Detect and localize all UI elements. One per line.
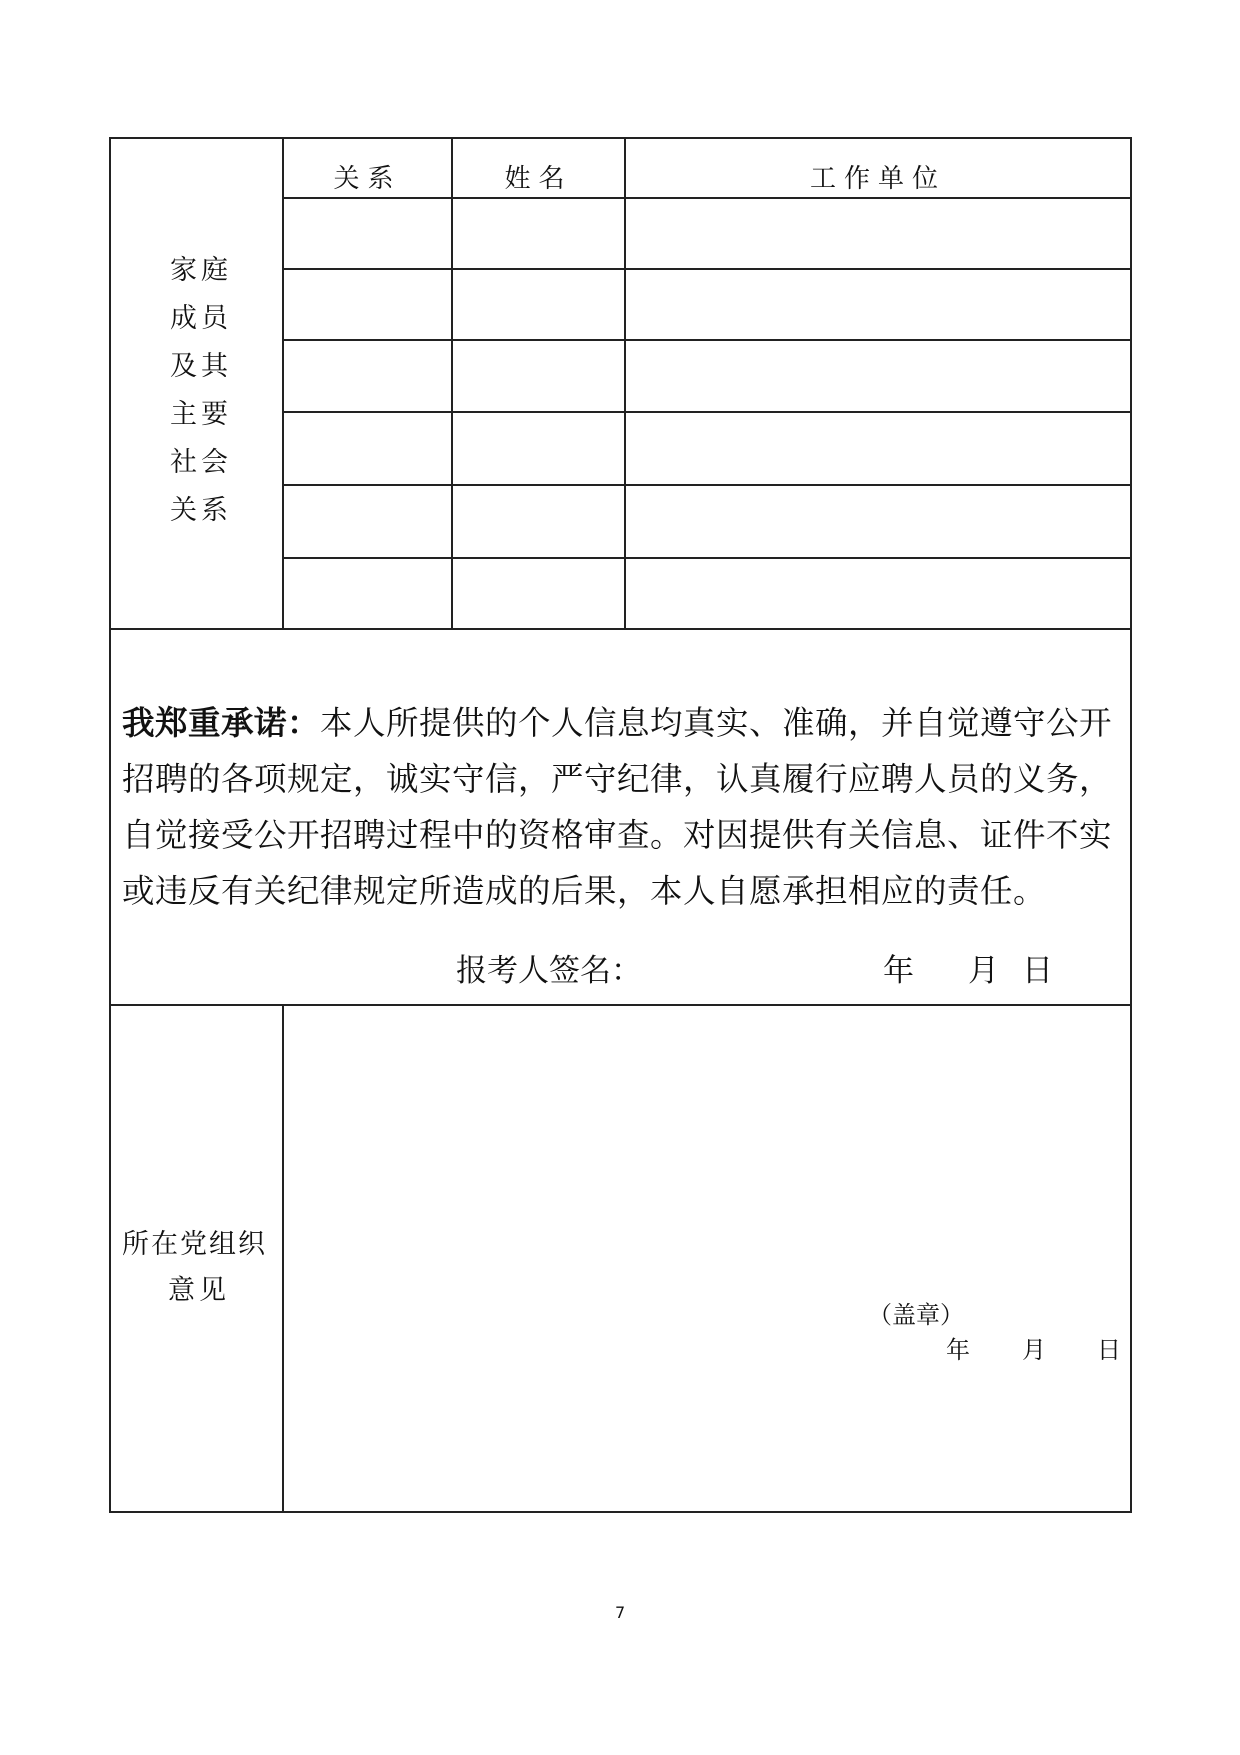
workplace-cell[interactable] (626, 486, 1130, 557)
pledge-line: 自觉接受公开招聘过程中的资格审查。对因提供有关信息、证件不实 (122, 816, 1113, 854)
relation-cell[interactable] (284, 486, 451, 557)
family-label-line: 社会 (170, 447, 232, 478)
table-row (284, 270, 1130, 339)
family-label-line: 家庭 (170, 255, 232, 286)
signature-year: 年 (883, 953, 914, 989)
stamp-year: 年 (946, 1336, 970, 1364)
page-number: 7 (615, 1603, 626, 1622)
name-cell[interactable] (453, 486, 624, 557)
table-left-border (109, 137, 111, 1513)
table-bottom-border (109, 1511, 1132, 1513)
signature-month: 月 (968, 953, 999, 989)
pledge-lead: 我郑重承诺： (122, 703, 321, 742)
workplace-cell[interactable] (626, 413, 1130, 484)
stamp-label: （盖章） (868, 1301, 964, 1329)
workplace-cell[interactable] (626, 559, 1130, 628)
relation-cell[interactable] (284, 199, 451, 268)
family-label-line: 及其 (170, 351, 232, 382)
party-label-line: 意见 (168, 1275, 230, 1306)
name-cell[interactable] (453, 413, 624, 484)
workplace-cell[interactable] (626, 270, 1130, 339)
pledge-line: 招聘的各项规定，诚实守信，严守纪律，认真履行应聘人员的义务， (122, 760, 1113, 798)
signature-day: 日 (1022, 953, 1053, 989)
table-row (284, 199, 1130, 268)
family-label-line: 关系 (170, 495, 232, 526)
relation-cell[interactable] (284, 413, 451, 484)
table-row (284, 486, 1130, 557)
table-top-border (109, 137, 1132, 139)
workplace-cell[interactable] (626, 199, 1130, 268)
family-section-bottom-border (109, 628, 1132, 630)
party-opinion-field[interactable] (284, 1006, 1130, 1511)
name-cell[interactable] (453, 341, 624, 411)
relation-cell[interactable] (284, 559, 451, 628)
signature-field[interactable] (650, 940, 870, 984)
name-cell[interactable] (453, 270, 624, 339)
workplace-cell[interactable] (626, 341, 1130, 411)
table-row (284, 341, 1130, 411)
name-cell[interactable] (453, 559, 624, 628)
pledge-line: 或违反有关纪律规定所造成的后果，本人自愿承担相应的责任。 (122, 872, 1047, 910)
family-label-line: 成员 (170, 303, 232, 334)
header-workplace: 工作单位 (809, 164, 946, 194)
header-name: 姓名 (504, 164, 573, 194)
signature-label: 报考人签名： (456, 953, 642, 989)
family-label-line: 主要 (170, 399, 232, 430)
table-row (284, 559, 1130, 628)
name-cell[interactable] (453, 199, 624, 268)
table-row (284, 413, 1130, 484)
relation-cell[interactable] (284, 270, 451, 339)
pledge-text (122, 695, 1132, 919)
relation-cell[interactable] (284, 341, 451, 411)
pledge-line (122, 695, 1132, 751)
stamp-month: 月 (1022, 1336, 1046, 1364)
header-relation: 关系 (333, 164, 402, 194)
stamp-day: 日 (1097, 1336, 1121, 1364)
party-label-line: 所在党组织 (122, 1229, 267, 1260)
pledge-line-text: 本人所提供的个人信息均真实、准确，并自觉遵守公开 (320, 704, 1113, 742)
